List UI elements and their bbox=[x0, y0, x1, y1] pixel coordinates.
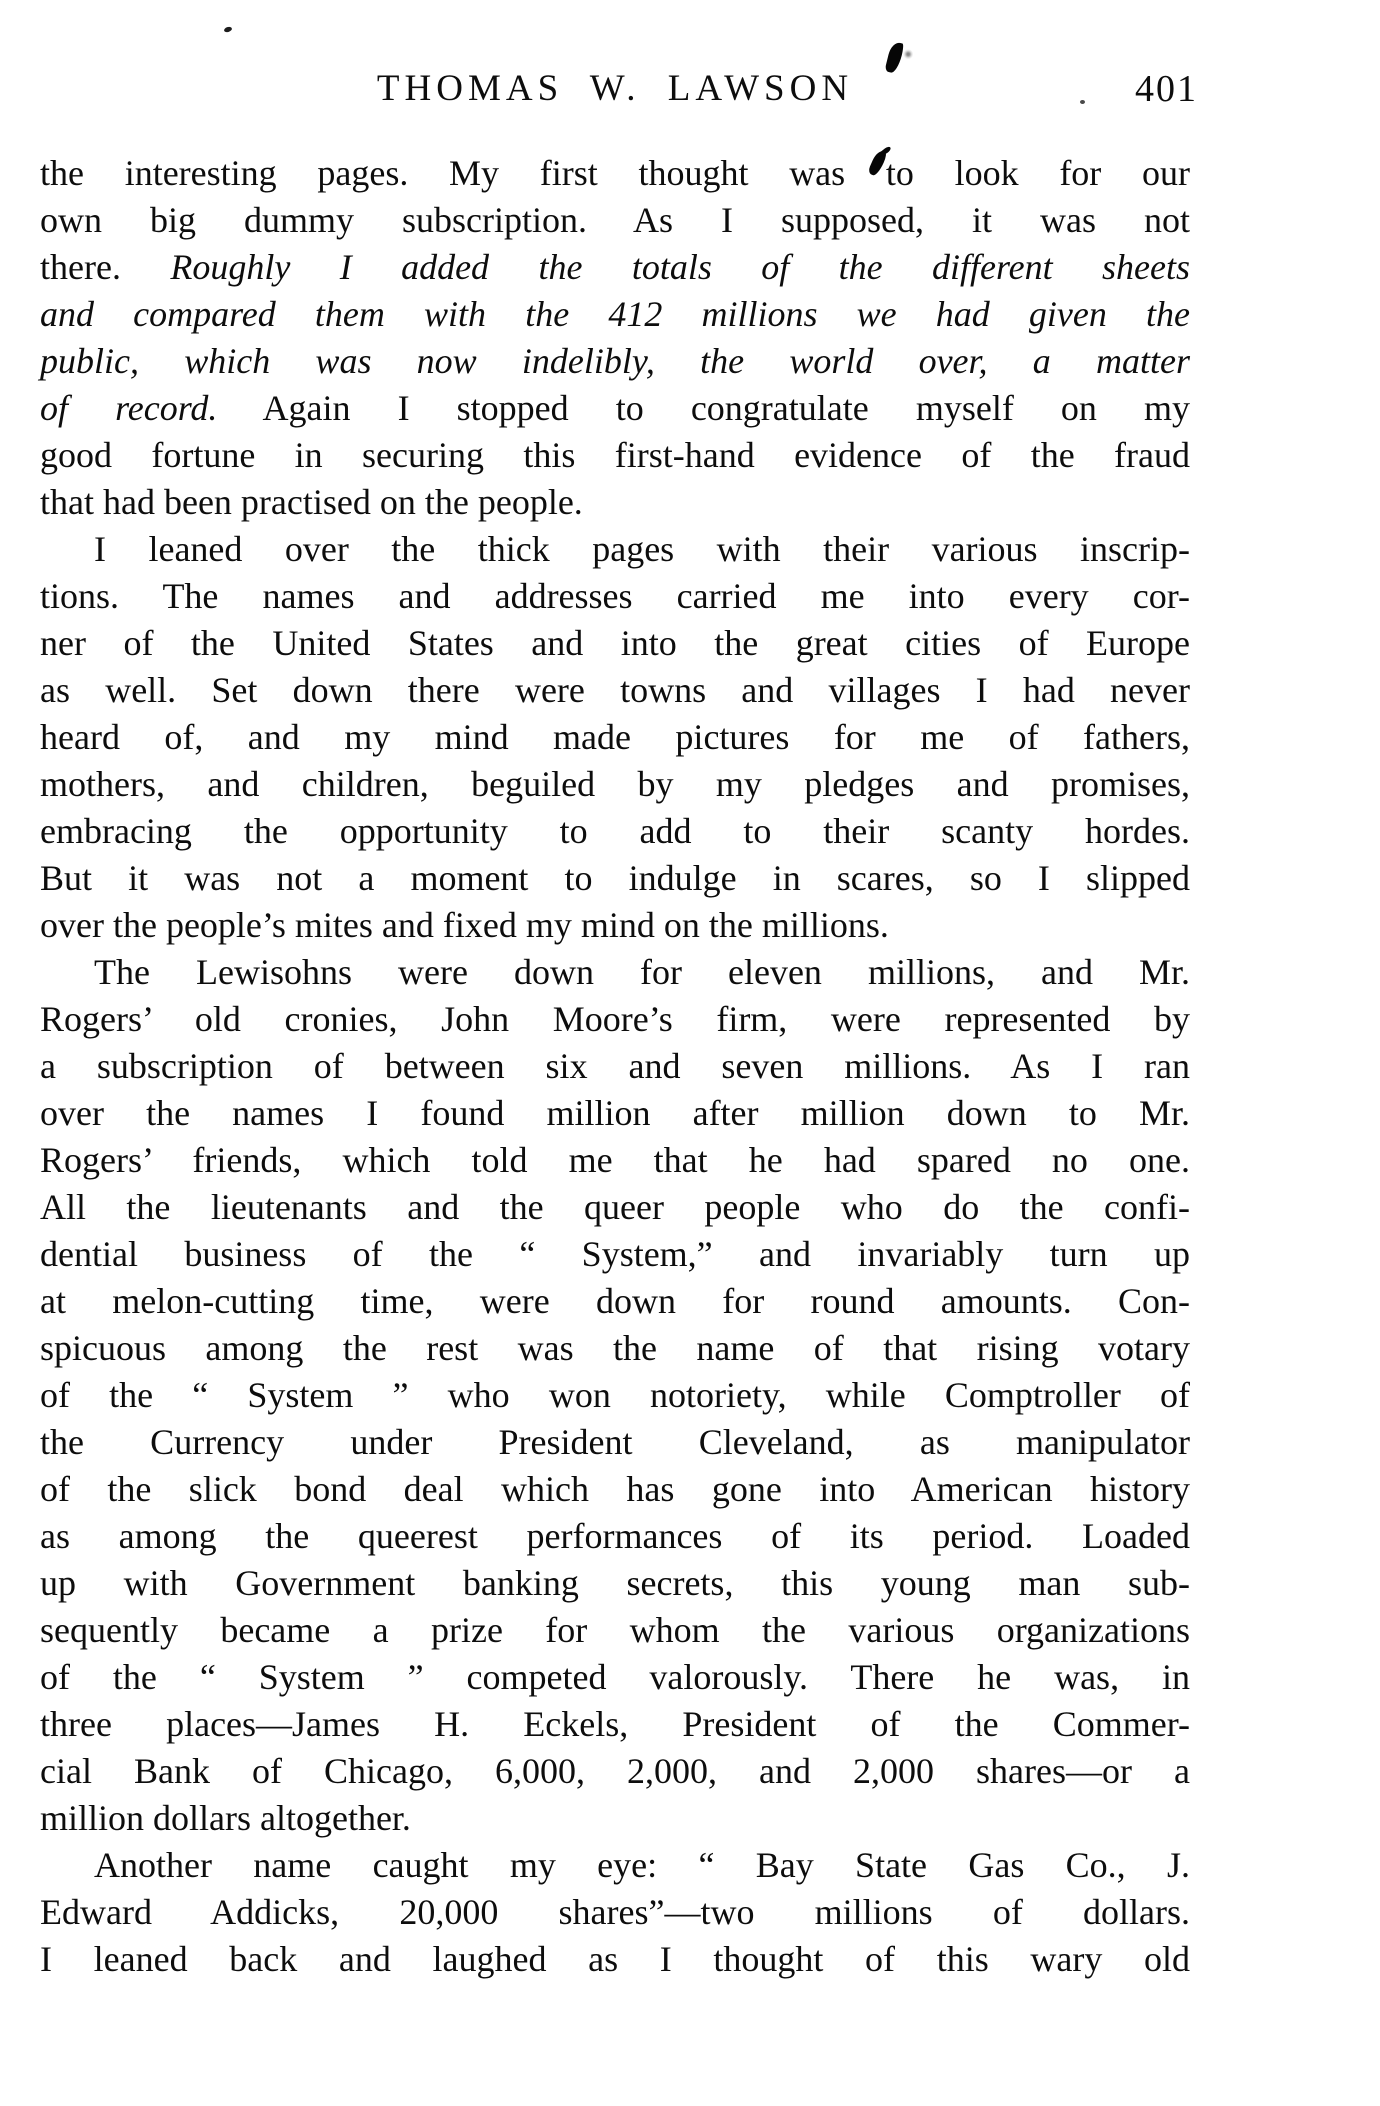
text-line bbox=[40, 1090, 1190, 1137]
running-header-title: THOMAS W. LAWSON bbox=[376, 68, 854, 109]
text-line bbox=[40, 1231, 1190, 1278]
paragraph bbox=[40, 949, 1190, 1842]
text-segment: of the slick bond deal which has gone into American history bbox=[40, 1469, 1190, 1509]
text-line bbox=[40, 1701, 1190, 1748]
text-segment: the Currency under President Cleveland, as manipulator bbox=[40, 1422, 1190, 1462]
text-segment: the interesting pages. My first thought was to look for our bbox=[40, 153, 1190, 193]
text-line bbox=[40, 714, 1190, 761]
text-line bbox=[40, 855, 1190, 902]
text-line bbox=[40, 150, 1190, 197]
text-line bbox=[40, 1748, 1190, 1795]
text-line bbox=[40, 432, 1190, 479]
text-line bbox=[40, 1795, 1190, 1842]
italic-text-segment: Roughly I added the totals of the different sheets bbox=[170, 247, 1190, 287]
text-segment: All the lieutenants and the queer people who do the confi- bbox=[40, 1187, 1190, 1227]
text-segment: spicuous among the rest was the name of that rising votary bbox=[40, 1328, 1190, 1368]
text-segment: over the people’s mites and fixed my mind on the millions. bbox=[40, 905, 889, 945]
text-segment: sequently became a prize for whom the various organizations bbox=[40, 1610, 1190, 1650]
paragraph bbox=[40, 526, 1190, 949]
text-segment: dential business of the “ System,” and invariably turn up bbox=[40, 1234, 1190, 1274]
text-segment: mothers, and children, beguiled by my pledges and promises, bbox=[40, 764, 1190, 804]
text-line bbox=[40, 761, 1190, 808]
text-line bbox=[40, 1325, 1190, 1372]
running-header bbox=[40, 64, 1198, 120]
text-segment: good fortune in securing this first-hand evidence of the fraud bbox=[40, 435, 1190, 475]
text-segment: over the names I found million after million down to Mr. bbox=[40, 1093, 1190, 1133]
text-segment: Again I stopped to congratulate myself on my bbox=[217, 388, 1190, 428]
ink-speck bbox=[223, 26, 232, 33]
text-segment: a subscription of between six and seven millions. As I ran bbox=[40, 1046, 1190, 1086]
text-line bbox=[40, 1184, 1190, 1231]
text-segment: I leaned over the thick pages with their various inscrip- bbox=[94, 529, 1190, 569]
text-segment: of the “ System ” who won notoriety, while Comptroller of bbox=[40, 1375, 1190, 1415]
text-line bbox=[40, 1560, 1190, 1607]
text-segment: of the “ System ” competed valorously. There he was, in bbox=[40, 1657, 1190, 1697]
text-line bbox=[40, 667, 1190, 714]
text-line bbox=[40, 385, 1190, 432]
text-segment: Edward Addicks, 20,000 shares”—two millions of dollars. bbox=[40, 1892, 1190, 1932]
text-line bbox=[40, 526, 1190, 573]
text-segment: The Lewisohns were down for eleven millions, and Mr. bbox=[94, 952, 1190, 992]
text-segment: as well. Set down there were towns and villages I had never bbox=[40, 670, 1190, 710]
text-line bbox=[40, 1043, 1190, 1090]
text-line bbox=[40, 1372, 1190, 1419]
text-segment: But it was not a moment to indulge in scares, so I slipped bbox=[40, 858, 1190, 898]
text-segment: heard of, and my mind made pictures for me of fathers, bbox=[40, 717, 1190, 757]
paragraph bbox=[40, 150, 1190, 526]
text-segment: Another name caught my eye: “ Bay State Gas Co., J. bbox=[94, 1845, 1190, 1885]
text-line bbox=[40, 197, 1190, 244]
text-segment: at melon-cutting time, were down for round amounts. Con- bbox=[40, 1281, 1190, 1321]
text-line bbox=[40, 1842, 1190, 1889]
text-segment: cial Bank of Chicago, 6,000, 2,000, and 2,000 shares—or a bbox=[40, 1751, 1190, 1791]
text-line bbox=[40, 291, 1190, 338]
text-line bbox=[40, 996, 1190, 1043]
text-segment: own big dummy subscription. As I supposed, it was not bbox=[40, 200, 1190, 240]
text-line bbox=[40, 573, 1190, 620]
text-segment: Rogers’ old cronies, John Moore’s firm, were represented by bbox=[40, 999, 1190, 1039]
italic-text-segment: of record. bbox=[40, 388, 218, 428]
text-line bbox=[40, 1607, 1190, 1654]
text-line bbox=[40, 1278, 1190, 1325]
text-segment: Rogers’ friends, which told me that he had spared no one. bbox=[40, 1140, 1190, 1180]
text-line bbox=[40, 338, 1190, 385]
text-line bbox=[40, 620, 1190, 667]
paragraph bbox=[40, 1842, 1190, 1983]
text-line bbox=[40, 1936, 1190, 1983]
text-line bbox=[40, 244, 1190, 291]
text-line bbox=[40, 902, 1190, 949]
text-line bbox=[40, 1466, 1190, 1513]
text-segment: million dollars altogether. bbox=[40, 1798, 411, 1838]
text-line bbox=[40, 1137, 1190, 1184]
text-segment: three places—James H. Eckels, President of the Commer- bbox=[40, 1704, 1190, 1744]
text-segment: embracing the opportunity to add to their scanty hordes. bbox=[40, 811, 1190, 851]
text-segment: tions. The names and addresses carried me into every cor- bbox=[40, 576, 1190, 616]
text-line bbox=[40, 949, 1190, 996]
page-body bbox=[40, 150, 1190, 1983]
page-number: 401 bbox=[1135, 68, 1198, 110]
text-segment: ner of the United States and into the great cities of Europe bbox=[40, 623, 1190, 663]
text-segment: I leaned back and laughed as I thought of this wary old bbox=[40, 1939, 1190, 1979]
italic-text-segment: public, which was now indelibly, the world over, a matter bbox=[40, 341, 1190, 381]
text-line bbox=[40, 1889, 1190, 1936]
text-segment: that had been practised on the people. bbox=[40, 482, 583, 522]
text-line bbox=[40, 1654, 1190, 1701]
text-segment: as among the queerest performances of its period. Loaded bbox=[40, 1516, 1190, 1556]
text-line bbox=[40, 479, 1190, 526]
text-segment: up with Government banking secrets, this young man sub- bbox=[40, 1563, 1190, 1603]
text-segment: there. bbox=[40, 247, 171, 287]
text-line bbox=[40, 1419, 1190, 1466]
text-line bbox=[40, 808, 1190, 855]
text-line bbox=[40, 1513, 1190, 1560]
italic-text-segment: and compared them with the 412 millions we had given the bbox=[40, 294, 1190, 334]
